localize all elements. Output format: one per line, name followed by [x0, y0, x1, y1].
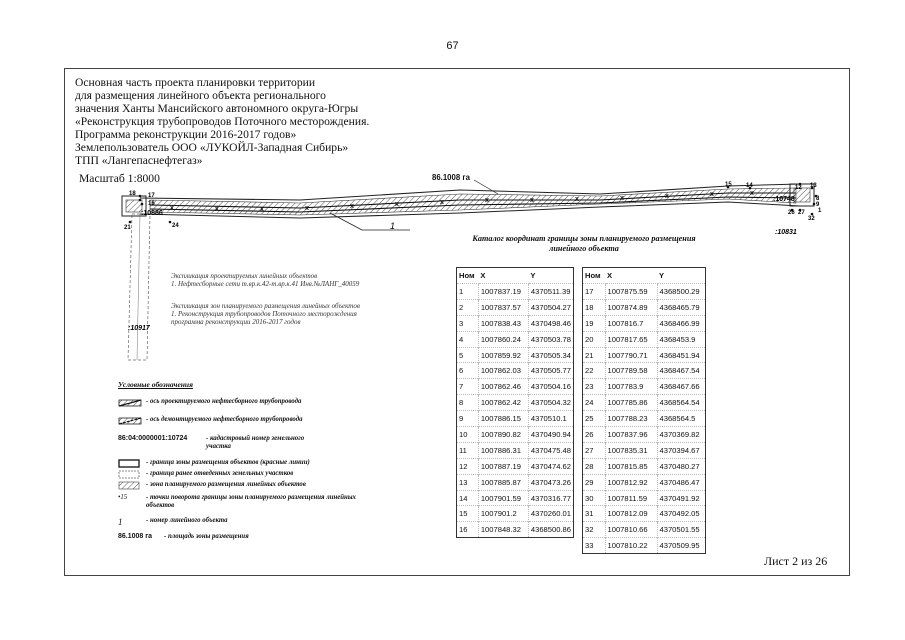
y-coordinate-cell: 4368500.29 — [657, 284, 706, 300]
table-row — [457, 363, 574, 379]
point-label: 32 — [808, 216, 815, 222]
y-coordinate-cell: 4370394.67 — [657, 442, 706, 458]
legend-text: - зона планируемого размещения линейных объектов — [146, 481, 306, 488]
x-coordinate-cell: 1007901.59 — [478, 490, 528, 506]
point-number-cell: 6 — [457, 363, 479, 379]
table-row — [583, 442, 706, 458]
point-number-cell: 14 — [457, 490, 479, 506]
legend-text: - граница зоны размещения объектов (красные линии) — [146, 459, 310, 466]
catalog-title-line: линейного объекта — [549, 244, 619, 253]
svg-text:x: x — [665, 193, 669, 200]
table-row — [457, 284, 574, 300]
y-coordinate-cell: 4370486.47 — [657, 474, 706, 490]
x-coordinate-cell: 1007886.15 — [478, 411, 528, 427]
explication-zones — [171, 302, 360, 326]
header-line: значения Ханты Мансийского автономного округа-Югры — [75, 102, 359, 115]
point-label: 15 — [725, 182, 732, 188]
point-number-cell: 32 — [583, 522, 606, 538]
table-row — [457, 427, 574, 443]
table-row — [583, 522, 706, 538]
point-number-cell: 10 — [457, 427, 479, 443]
table-row — [583, 299, 706, 315]
legend-text: - точки поворота границы зоны планируемого размещения линейных объектов — [146, 494, 356, 509]
x-coordinate-cell: 1007862.46 — [478, 379, 528, 395]
point-number-cell: 21 — [583, 347, 606, 363]
y-coordinate-cell: 4368453.9 — [657, 331, 706, 347]
point-label: 27 — [798, 210, 805, 216]
x-coordinate-cell: 1007860.24 — [478, 331, 528, 347]
point-number-cell: 22 — [583, 363, 606, 379]
point-label: 26 — [788, 210, 795, 216]
point-number-cell: 16 — [457, 522, 479, 538]
table-row — [457, 474, 574, 490]
point-number-cell: 1 — [457, 284, 479, 300]
point-number-cell: 28 — [583, 458, 606, 474]
point-number-cell: 17 — [583, 284, 606, 300]
table-row — [583, 427, 706, 443]
column-header: Ном — [585, 271, 601, 280]
x-coordinate-cell: 1007837.19 — [478, 284, 528, 300]
table-row — [457, 442, 574, 458]
y-coordinate-cell: 4370511.39 — [528, 284, 573, 300]
svg-text:x: x — [620, 195, 624, 202]
header-line: «Реконструкция трубопроводов Поточного месторождения. — [75, 115, 370, 128]
column-header: X — [480, 271, 486, 280]
point-label: 21 — [124, 225, 131, 231]
table-row — [583, 458, 706, 474]
table-row — [583, 331, 706, 347]
point-number-cell: 2 — [457, 299, 479, 315]
point-number-cell: 26 — [583, 427, 606, 443]
table-row — [583, 347, 706, 363]
table-row — [583, 379, 706, 395]
header-line: Землепользователь ООО «ЛУКОЙЛ-Западная Сибирь» — [75, 141, 349, 154]
table-row — [583, 474, 706, 490]
page-number: 67 — [446, 40, 459, 52]
x-coordinate-cell: 1007790.71 — [605, 347, 657, 363]
y-coordinate-cell: 4370316.77 — [528, 490, 573, 506]
svg-text:x: x — [350, 203, 354, 210]
point-number-cell: 31 — [583, 506, 606, 522]
table-row — [457, 458, 574, 474]
y-coordinate-cell: 4368564.54 — [657, 395, 706, 411]
table-row — [457, 411, 574, 427]
point-label: 16 — [148, 201, 155, 207]
y-coordinate-cell: 4370504.32 — [528, 395, 573, 411]
legend-text: - номер линейного объекта — [146, 517, 228, 524]
x-coordinate-cell: 1007862.03 — [478, 363, 528, 379]
point-number-cell: 9 — [457, 411, 479, 427]
table-row — [583, 411, 706, 427]
header-line: Основная часть проекта планировки территории — [75, 76, 316, 89]
column-header: Y — [530, 271, 536, 280]
x-coordinate-cell: 1007848.32 — [478, 522, 528, 538]
y-coordinate-cell: 4370260.01 — [528, 506, 573, 522]
table-row — [583, 363, 706, 379]
x-coordinate-cell: 1007885.87 — [478, 474, 528, 490]
table-row — [457, 490, 574, 506]
coordinates-table-right — [582, 267, 706, 554]
x-coordinate-cell: 1007837.96 — [605, 427, 657, 443]
x-coordinate-cell: 1007811.59 — [605, 490, 657, 506]
x-coordinate-cell: 1007812.09 — [605, 506, 657, 522]
table-header-row — [583, 268, 706, 284]
explication-line: 1. Реконструкция трубопроводов Поточного месторождения — [171, 310, 357, 318]
map-scale: Масштаб 1:8000 — [79, 172, 160, 185]
y-coordinate-cell: 4368467.66 — [657, 379, 706, 395]
object-number-symbol: 1 — [118, 517, 123, 527]
parcel-label: :10886 — [141, 210, 163, 217]
explication-line: Экспликация зон планируемого размещения линейных объектов — [171, 302, 360, 310]
y-coordinate-cell: 4370492.05 — [657, 506, 706, 522]
legend-text: - площадь зоны размещения — [164, 533, 249, 540]
y-coordinate-cell: 4368500.86 — [528, 522, 573, 538]
x-coordinate-cell: 1007859.92 — [478, 347, 528, 363]
parcel-label: :10917 — [128, 325, 150, 332]
cadastral-number-symbol: 86:04:0000001:10724 — [118, 435, 188, 442]
y-coordinate-cell: 4368466.99 — [657, 315, 706, 331]
legend-text: - ось проектируемого нефтесборного трубопровода — [146, 398, 302, 405]
point-number-cell: 8 — [457, 395, 479, 411]
x-coordinate-cell: 1007887.19 — [478, 458, 528, 474]
svg-text:x: x — [530, 197, 534, 204]
y-coordinate-cell: 4370509.95 — [657, 538, 706, 554]
red-lines-boundary-symbol — [118, 459, 142, 469]
table-body — [457, 284, 574, 538]
x-coordinate-cell: 1007816.7 — [605, 315, 657, 331]
point-number-cell: 25 — [583, 411, 606, 427]
point-number-cell: 23 — [583, 379, 606, 395]
table-row — [457, 379, 574, 395]
point-number-cell: 19 — [583, 315, 606, 331]
point-number-cell: 33 — [583, 538, 606, 554]
x-coordinate-cell: 1007835.31 — [605, 442, 657, 458]
explication-line: Экспликация проектируемых линейных объектов — [171, 272, 318, 280]
svg-text:x: x — [750, 190, 754, 197]
table-row — [583, 490, 706, 506]
parcel-label: :10831 — [775, 229, 797, 236]
y-coordinate-cell: 4370474.62 — [528, 458, 573, 474]
y-coordinate-cell: 4370510.1 — [528, 411, 573, 427]
x-coordinate-cell: 1007785.86 — [605, 395, 657, 411]
point-label: 13 — [810, 183, 817, 189]
svg-text:x: x — [215, 206, 219, 213]
x-coordinate-cell: 1007812.92 — [605, 474, 657, 490]
x-coordinate-cell: 1007815.85 — [605, 458, 657, 474]
y-coordinate-cell: 4370505.34 — [528, 347, 573, 363]
point-label: 24 — [172, 223, 179, 229]
y-coordinate-cell: 4370475.48 — [528, 442, 573, 458]
x-coordinate-cell: 1007874.89 — [605, 299, 657, 315]
x-coordinate-cell: 1007838.43 — [478, 315, 528, 331]
explication-line: программа реконструкции 2016-2017 годов — [171, 318, 301, 326]
x-coordinate-cell: 1007788.23 — [605, 411, 657, 427]
y-coordinate-cell: 4370501.55 — [657, 522, 706, 538]
y-coordinate-cell: 4370503.78 — [528, 331, 573, 347]
point-number-cell: 24 — [583, 395, 606, 411]
column-header: Ном — [459, 271, 475, 280]
y-coordinate-cell: 4370490.94 — [528, 427, 573, 443]
point-label: 14 — [746, 183, 753, 189]
header-line: для размещения линейного объекта регионального — [75, 89, 326, 102]
x-coordinate-cell: 1007890.82 — [478, 427, 528, 443]
legend-text: - кадастровый номер земельного участка — [206, 435, 305, 450]
x-coordinate-cell: 1007783.9 — [605, 379, 657, 395]
point-label: 1 — [818, 208, 822, 214]
table-row — [583, 506, 706, 522]
area-label: 86.1008 га — [432, 173, 470, 182]
x-coordinate-cell: 1007886.31 — [478, 442, 528, 458]
legend-text: - ось демонтируемого нефтесборного трубопровода — [146, 416, 303, 423]
point-number-cell: 3 — [457, 315, 479, 331]
x-coordinate-cell: 1007875.59 — [605, 284, 657, 300]
table-row — [583, 395, 706, 411]
column-header: X — [607, 271, 613, 280]
point-label: 9 — [816, 202, 820, 208]
coordinates-table-left — [456, 267, 574, 538]
y-coordinate-cell: 4368564.5 — [657, 411, 706, 427]
allocated-parcels-boundary-symbol — [118, 470, 142, 480]
explication-projected — [171, 272, 359, 288]
table-row — [583, 315, 706, 331]
x-coordinate-cell: 1007789.58 — [605, 363, 657, 379]
legend-title: Условные обозначения — [118, 380, 193, 389]
point-label: 17 — [148, 193, 155, 199]
y-coordinate-cell: 4370491.92 — [657, 490, 706, 506]
y-coordinate-cell: 4370473.26 — [528, 474, 573, 490]
legend — [118, 380, 398, 540]
y-coordinate-cell: 4370504.16 — [528, 379, 573, 395]
y-coordinate-cell: 4370505.77 — [528, 363, 573, 379]
y-coordinate-cell: 4370369.82 — [657, 427, 706, 443]
table-row — [457, 347, 574, 363]
area-symbol: 86.1008 га — [118, 533, 153, 540]
point-number-cell: 4 — [457, 331, 479, 347]
projected-pipeline-symbol — [118, 398, 142, 408]
point-number-cell: 12 — [457, 458, 479, 474]
point-number-cell: 5 — [457, 347, 479, 363]
parcel-label: :10748 — [773, 196, 795, 203]
point-number-cell: 15 — [457, 506, 479, 522]
table-row — [457, 331, 574, 347]
point-number-cell: 27 — [583, 442, 606, 458]
point-number-cell: 11 — [457, 442, 479, 458]
y-coordinate-cell: 4368451.94 — [657, 347, 706, 363]
turning-point-symbol: •15 — [118, 494, 128, 501]
point-number-cell: 30 — [583, 490, 606, 506]
point-label: 8 — [816, 196, 820, 202]
point-label: 18 — [129, 191, 136, 197]
catalog-title-line: Каталог координат границы зоны планируемого размещения — [472, 234, 696, 243]
y-coordinate-cell: 4370498.46 — [528, 315, 573, 331]
header-line: Программа реконструкции 2016-2017 годов» — [75, 128, 297, 141]
point-number-cell: 7 — [457, 379, 479, 395]
x-coordinate-cell: 1007837.57 — [478, 299, 528, 315]
x-coordinate-cell: 1007817.65 — [605, 331, 657, 347]
svg-text:x: x — [260, 206, 264, 213]
y-coordinate-cell: 4368465.79 — [657, 299, 706, 315]
header-line: ТПП «Лангепаснефтегаз» — [75, 154, 203, 167]
placement-zone-symbol — [118, 481, 142, 491]
table-row — [457, 315, 574, 331]
svg-text:x: x — [395, 201, 399, 208]
explication-line: 1. Нефтесборные сети т.вр.к.42-т.вр.к.41 Инв.№ЛАНГ_40059 — [171, 280, 360, 288]
svg-text:x: x — [305, 205, 309, 212]
table-row — [457, 299, 574, 315]
legend-text: - граница ранее отведенных земельных участков — [146, 470, 294, 477]
object-number: 1 — [390, 221, 396, 231]
x-coordinate-cell: 1007810.66 — [605, 522, 657, 538]
x-coordinate-cell: 1007862.42 — [478, 395, 528, 411]
svg-text:x: x — [485, 197, 489, 204]
point-number-cell: 13 — [457, 474, 479, 490]
y-coordinate-cell: 4368467.54 — [657, 363, 706, 379]
sheet-number: Лист 2 из 26 — [764, 554, 828, 568]
table-row — [457, 395, 574, 411]
y-coordinate-cell: 4370480.27 — [657, 458, 706, 474]
table-body — [583, 284, 706, 554]
point-number-cell: 29 — [583, 474, 606, 490]
table-header-row — [457, 268, 574, 284]
y-coordinate-cell: 4370504.27 — [528, 299, 573, 315]
column-header: Y — [659, 271, 665, 280]
x-coordinate-cell: 1007901.2 — [478, 506, 528, 522]
svg-text:x: x — [575, 196, 579, 203]
point-label: 12 — [795, 185, 802, 191]
svg-text:x: x — [440, 199, 444, 206]
table-row — [457, 506, 574, 522]
point-number-cell: 20 — [583, 331, 606, 347]
table-row — [583, 284, 706, 300]
svg-text:x: x — [170, 205, 174, 212]
table-row — [457, 522, 574, 538]
table-row — [583, 538, 706, 554]
point-number-cell: 18 — [583, 299, 606, 315]
x-coordinate-cell: 1007810.22 — [605, 538, 657, 554]
dismantled-pipeline-symbol — [118, 416, 142, 426]
catalog-title — [456, 234, 712, 254]
svg-text:x: x — [710, 191, 714, 198]
